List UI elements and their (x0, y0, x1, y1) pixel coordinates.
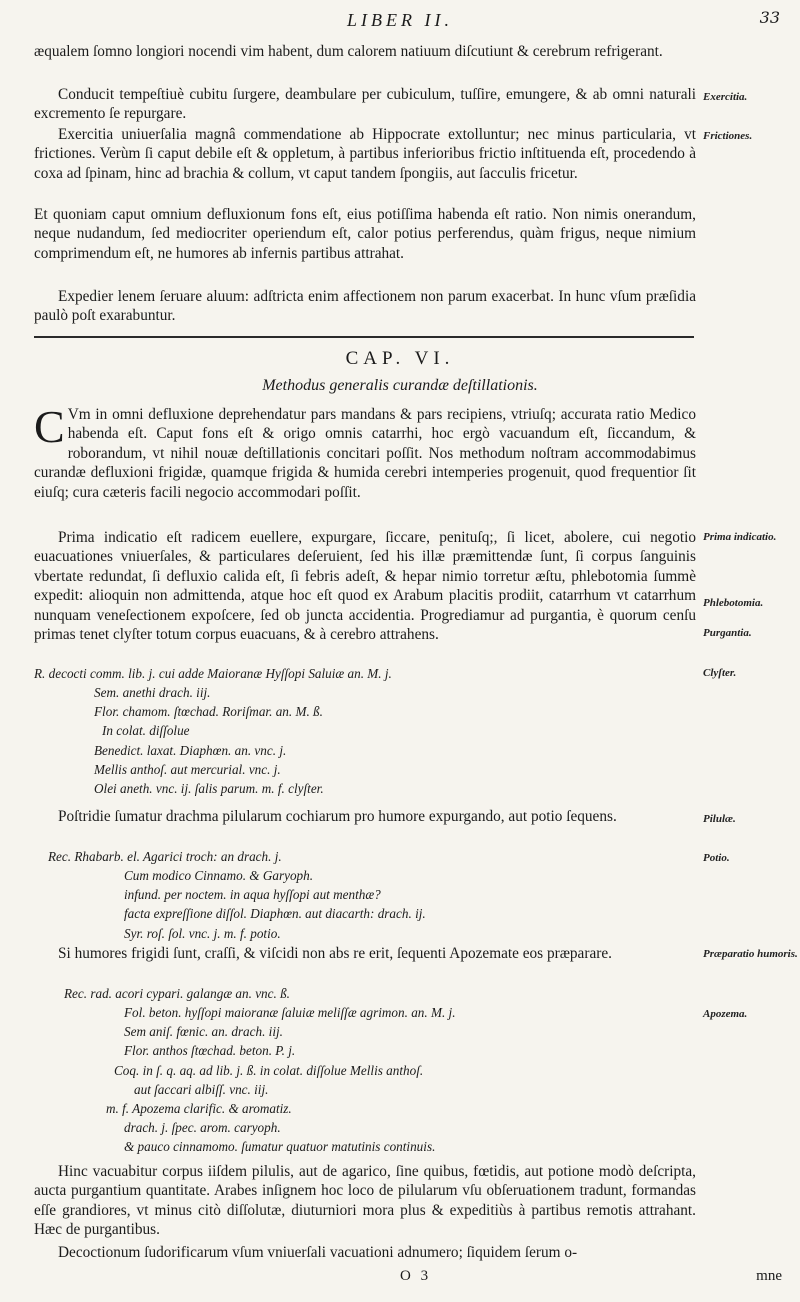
recipe-line: Rec. Rhabarb. el. Agarici troch: an drach. j. (48, 849, 282, 864)
chapter-opening-paragraph (34, 401, 696, 502)
signature-mark: O 3 (400, 1268, 432, 1284)
recipe-line: Cum modico Cinnamo. & Garyoph. (124, 868, 314, 883)
recipe-line: Fol. beton. hyſſopi maioranæ ſaluiæ meliſſæ agrimon. an. M. j. (124, 1005, 456, 1020)
margin-note-phlebotomia: Phlebotomia. (703, 597, 764, 609)
recipe-line: R. decocti comm. lib. j. cui adde Maioranæ Hyſſopi Saluiæ an. M. j. (34, 666, 392, 681)
recipe-line: Flor. anthos ſtœchad. beton. P. j. (124, 1043, 296, 1058)
recipe-line: Sem aniſ. fœnic. an. drach. iij. (124, 1024, 283, 1039)
recipe-line: In colat. diſſolue (102, 723, 190, 738)
recipe-potio (34, 849, 694, 949)
section-rule (34, 336, 694, 338)
recipe-line: Olei aneth. vnc. ij. ſalis parum. m. f. clyſter. (94, 781, 324, 796)
paragraph-expedit: Expedier lenem ſeruare aluum: adſtricta enim affectionem non parum exacerbat. In hunc vſum præſidia paulò poſt exarabuntur. (34, 288, 696, 325)
page-number: 33 (759, 8, 780, 27)
margin-note-prima-indicatio: Prima indicatio. (703, 531, 777, 543)
paragraph-exercitia: Exercitia uniuerſalia magnâ commendatione ab Hippocrate extolluntur; nec minus particularia, vt frictiones. Verùm ſi caput debile eſt & oppletum, à partibus inferioribus frictio inſtituenda eſt, procedendo à coxa ad ſpinam, hinc ad brachia & collum, vt caput tandem ſpongiis, aut ſacculis fricetur. (34, 126, 696, 182)
recipe-line: Mellis anthoſ. aut mercurial. vnc. j. (94, 762, 281, 777)
recipe-line: Benedict. laxat. Diaphœn. an. vnc. j. (94, 743, 287, 758)
chapter-subtitle: Methodus generalis curandæ deſtillationis. (262, 377, 538, 394)
page-footer (0, 1268, 800, 1292)
chapter-title: CAP. VI. (345, 348, 455, 369)
catchword: mne (756, 1268, 782, 1284)
margin-note-purgantia: Purgantia. (703, 627, 752, 639)
drop-capital: C (34, 401, 65, 452)
margin-note-apozema: Apozema. (703, 1008, 748, 1020)
recipe-apozema (34, 986, 694, 1161)
recipe-line: Syr. roſ. ſol. vnc. j. m. f. potio. (124, 926, 281, 941)
paragraph-si-humores: Si humores frigidi ſunt, craſſi, & viſcidi non abs re erit, ſequenti Apozemate eos præparare. (58, 945, 612, 962)
margin-note-praeparatio: Præparatio humoris. (703, 948, 798, 960)
paragraph-prima-indicatio: Prima indicatio eſt radicem euellere, expurgare, ſiccare, penituſq;, ſi licet, abolere, cui negotio euacuationes vniuerſales, & particulares deſeruient, ſed his illæ præmittendæ ſunt, ſi corpus ſanguinis vbertate redundat, ſi defluxio calida eſt, ſi febris adeſt, & hepar nimio torretur æſtu, phlebotomia ſummè expedit: alioquin non admittenda, atque hoc eſt quod ex Arabum placitis prodiit, catarrhum vt catarrhum nunquam veneſectionem expoſcere, ſed ob juncta accidentia. Progrediamur ad purgantia, è quorum cenſu primas tenet clyſter totum corpus euacuans, & à cerebro attrahens. (34, 529, 696, 644)
paragraph-postridie: Poſtridie ſumatur drachma pilularum cochiarum pro humore expurgando, aut potio ſequens. (58, 808, 617, 825)
paragraph-hinc: Hinc vacuabitur corpus iiſdem pilulis, aut de agarico, ſine quibus, fœtidis, aut potione modò deſcripta, aucta purgantium quantitate. Arabes inſignem hoc loco de pilularum vſu obſeruationem tradunt, formandas eſſe grandiores, vt minus citò diſſolutæ, diuturniori mora plus & expeditiùs à partibus remotis attrahant. Hæc de purgantibus. (34, 1163, 696, 1239)
recipe-line: aut ſaccari albiſſ. vnc. iij. (134, 1082, 269, 1097)
recipe-line: drach. j. ſpec. arom. caryoph. (124, 1120, 281, 1135)
running-head: LIBER II. (347, 10, 453, 30)
paragraph-conducit: Conducit tempeſtiuè cubitu ſurgere, deambulare per cubiculum, tuſſire, emungere, & ab omni naturali excremento ſe repurgare. (34, 86, 696, 123)
margin-note-frictiones: Frictiones. (703, 130, 753, 142)
recipe-line: Flor. chamom. ſtœchad. Roriſmar. an. M. ß. (94, 704, 323, 719)
chapter-opening-text: Vm in omni defluxione deprehendatur pars mandans & pars recipiens, vtriuſq; accurata ratio Medico habenda eſt. Caput fons eſt & origo omnis catarrhi, hoc ergò vacuandum eſt, ſiccandum, & roborandum, vt nihil nouæ deſtillationis concitari poſſit. Nos methodum noſtram accommodabimus curandæ defluxioni frigidæ, quamque frigida & humida cerebri intemperies progenuit, quod frequentior ſit eiuſq; cura cæteris facili negocio accommodari poſſit. (34, 406, 696, 501)
recipe-line: facta expreſſione diſſol. Diaphœn. aut diacarth: drach. ij. (124, 906, 426, 921)
margin-note-potio: Potio. (703, 852, 730, 864)
recipe-line: m. f. Apozema clarific. & aromatiz. (106, 1101, 292, 1116)
paragraph-decoctionum: Decoctionum ſudorificarum vſum vniuerſali vacuationi adnumero; ſiquidem ſerum o- (58, 1244, 578, 1261)
page-header (0, 8, 800, 36)
paragraph-aequalem: æqualem ſomno longiori nocendi vim habent, dum calorem natiuum diſcutiunt & cerebrum refrigerant. (34, 43, 663, 60)
margin-note-clyster: Clyſter. (703, 667, 737, 679)
recipe-line: Rec. rad. acori cypari. galangæ an. vnc. ß. (64, 986, 290, 1001)
recipe-line: & pauco cinnamomo. ſumatur quatuor matutinis continuis. (124, 1139, 436, 1154)
recipe-line: infund. per noctem. in aqua hyſſopi aut menthæ? (124, 887, 381, 902)
margin-note-pilulae: Pilulæ. (703, 813, 736, 825)
paragraph-et-quoniam: Et quoniam caput omnium defluxionum fons eſt, eius potiſſima habenda eſt ratio. Non nimis onerandum, neque nudandum, ſed mediocriter operiendum eſt, calor potius perferendus, quàm frigus, neque nimium comprimendum eſt, ne humores ab infernis partibus attrahat. (34, 206, 696, 262)
recipe-line: Coq. in ſ. q. aq. ad lib. j. ß. in colat. diſſolue Mellis anthoſ. (114, 1063, 424, 1078)
recipe-line: Sem. anethi drach. iij. (94, 685, 211, 700)
recipe-clyster (34, 666, 694, 806)
margin-note-exercitia: Exercitia. (703, 91, 748, 103)
